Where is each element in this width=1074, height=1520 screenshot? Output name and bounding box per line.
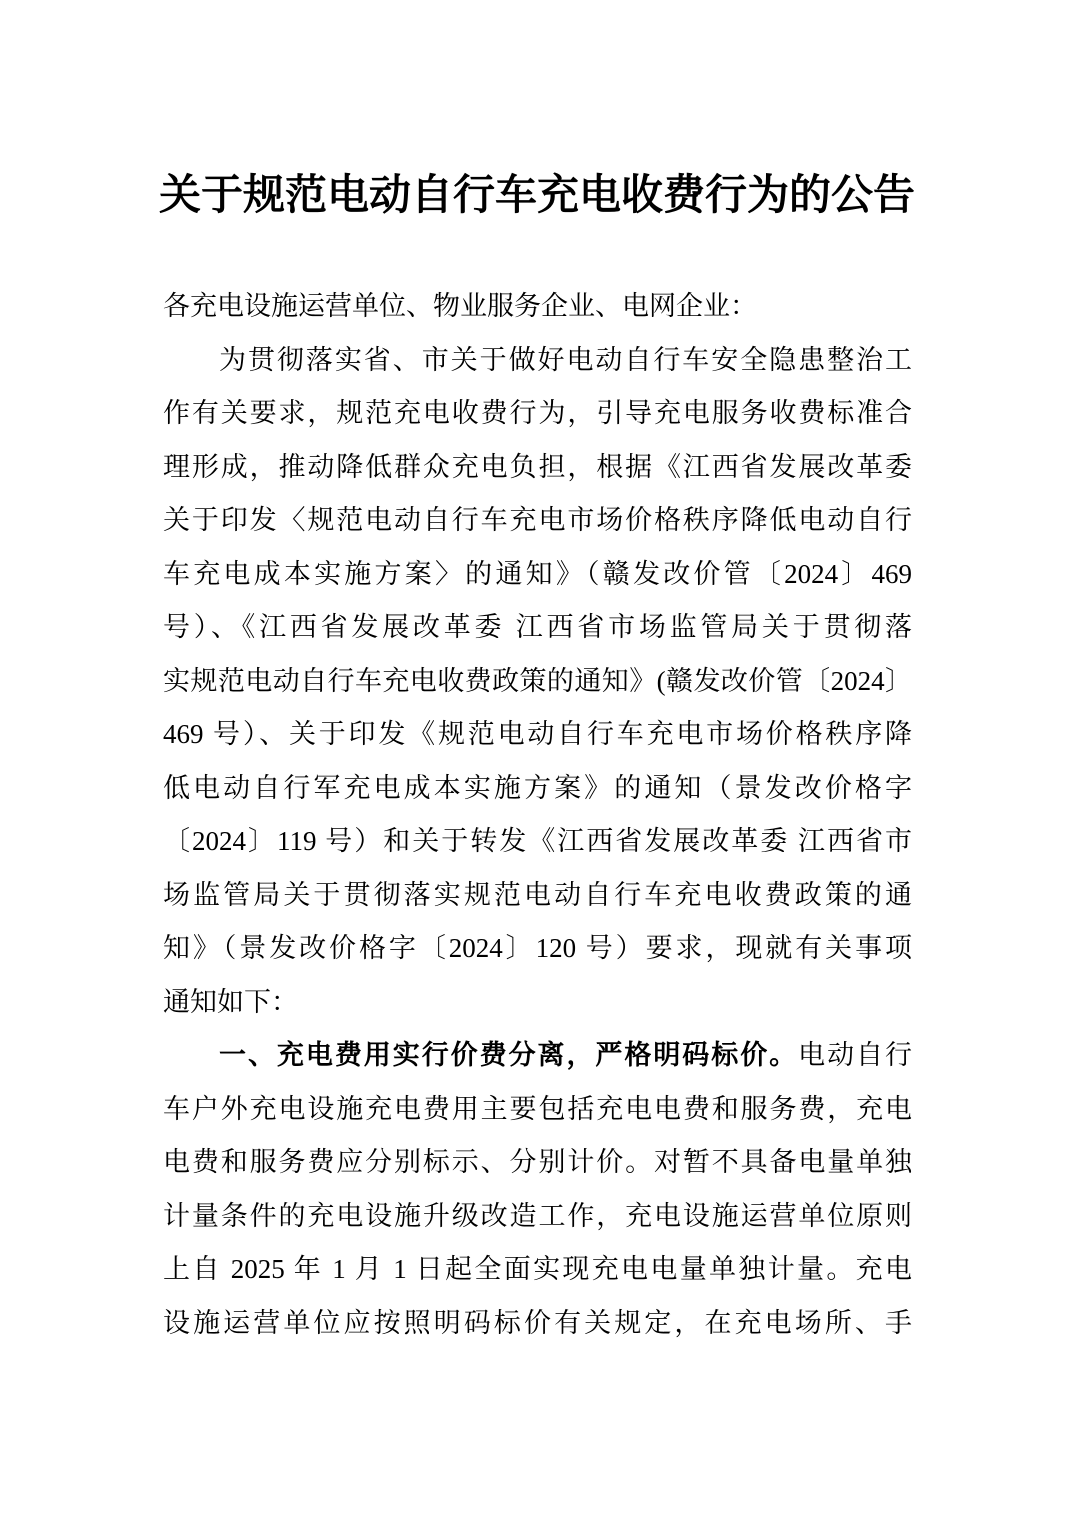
body-line: 计量条件的充电设施升级改造工作，充电设施运营单位原则 [163, 1200, 912, 1231]
body-line: 电费和服务费应分别标示、分别计价。对暂不具备电量单独 [163, 1147, 912, 1177]
body-line: 车户外充电设施充电费用主要包括充电电费和服务费，充电 [163, 1093, 912, 1124]
document-title: 关于规范电动自行车充电收费行为的公告 [158, 173, 915, 219]
body-line: 设施运营单位应按照明码标价有关规定，在充电场所、手 [163, 1307, 912, 1338]
body-line: 关于印发〈规范电动自行车充电市场价格秩序降低电动自行 [163, 505, 912, 535]
body-line: 〔2024〕119 号）和关于转发《江西省发展改革委 江西省市 [163, 826, 912, 856]
body-line: 理形成，推动降低群众充电负担，根据《江西省发展改革委 [163, 451, 912, 482]
salutation-line: 各充电设施运营单位、物业服务企业、电网企业： [163, 291, 757, 321]
section1-line [163, 1029, 912, 1083]
body-line: 车充电成本实施方案〉的通知》（赣发改价管〔2024〕469 [163, 558, 912, 589]
body-line: 低电动自行军充电成本实施方案》的通知（景发改价格字 [163, 772, 912, 803]
body-line: 469 号）、关于印发《规范电动自行车充电市场价格秩序降 [163, 719, 912, 749]
section1-heading: 一、充电费用实行价费分离，严格明码标价。 [219, 1040, 799, 1070]
body-line: 知》（景发改价格字〔2024〕120 号）要求，现就有关事项 [163, 933, 912, 963]
body-line: 为贯彻落实省、市关于做好电动自行车安全隐患整治工 [219, 344, 912, 375]
section1-heading-tail: 电动自行 [798, 1040, 913, 1070]
document-body [163, 280, 912, 1350]
body-line: 号）、《江西省发展改革委 江西省市场监管局关于贯彻落 [163, 612, 912, 642]
body-line: 通知如下： [163, 986, 298, 1017]
body-line: 作有关要求，规范充电收费行为，引导充电服务收费标准合 [163, 398, 912, 428]
body-line: 场监管局关于贯彻落实规范电动自行车充电收费政策的通 [163, 879, 912, 910]
body-line: 上自 2025 年 1 月 1 日起全面实现充电电量单独计量。充电 [163, 1254, 912, 1284]
body-line: 实规范电动自行车充电收费政策的通知》(赣发改价管〔2024〕 [163, 665, 912, 696]
